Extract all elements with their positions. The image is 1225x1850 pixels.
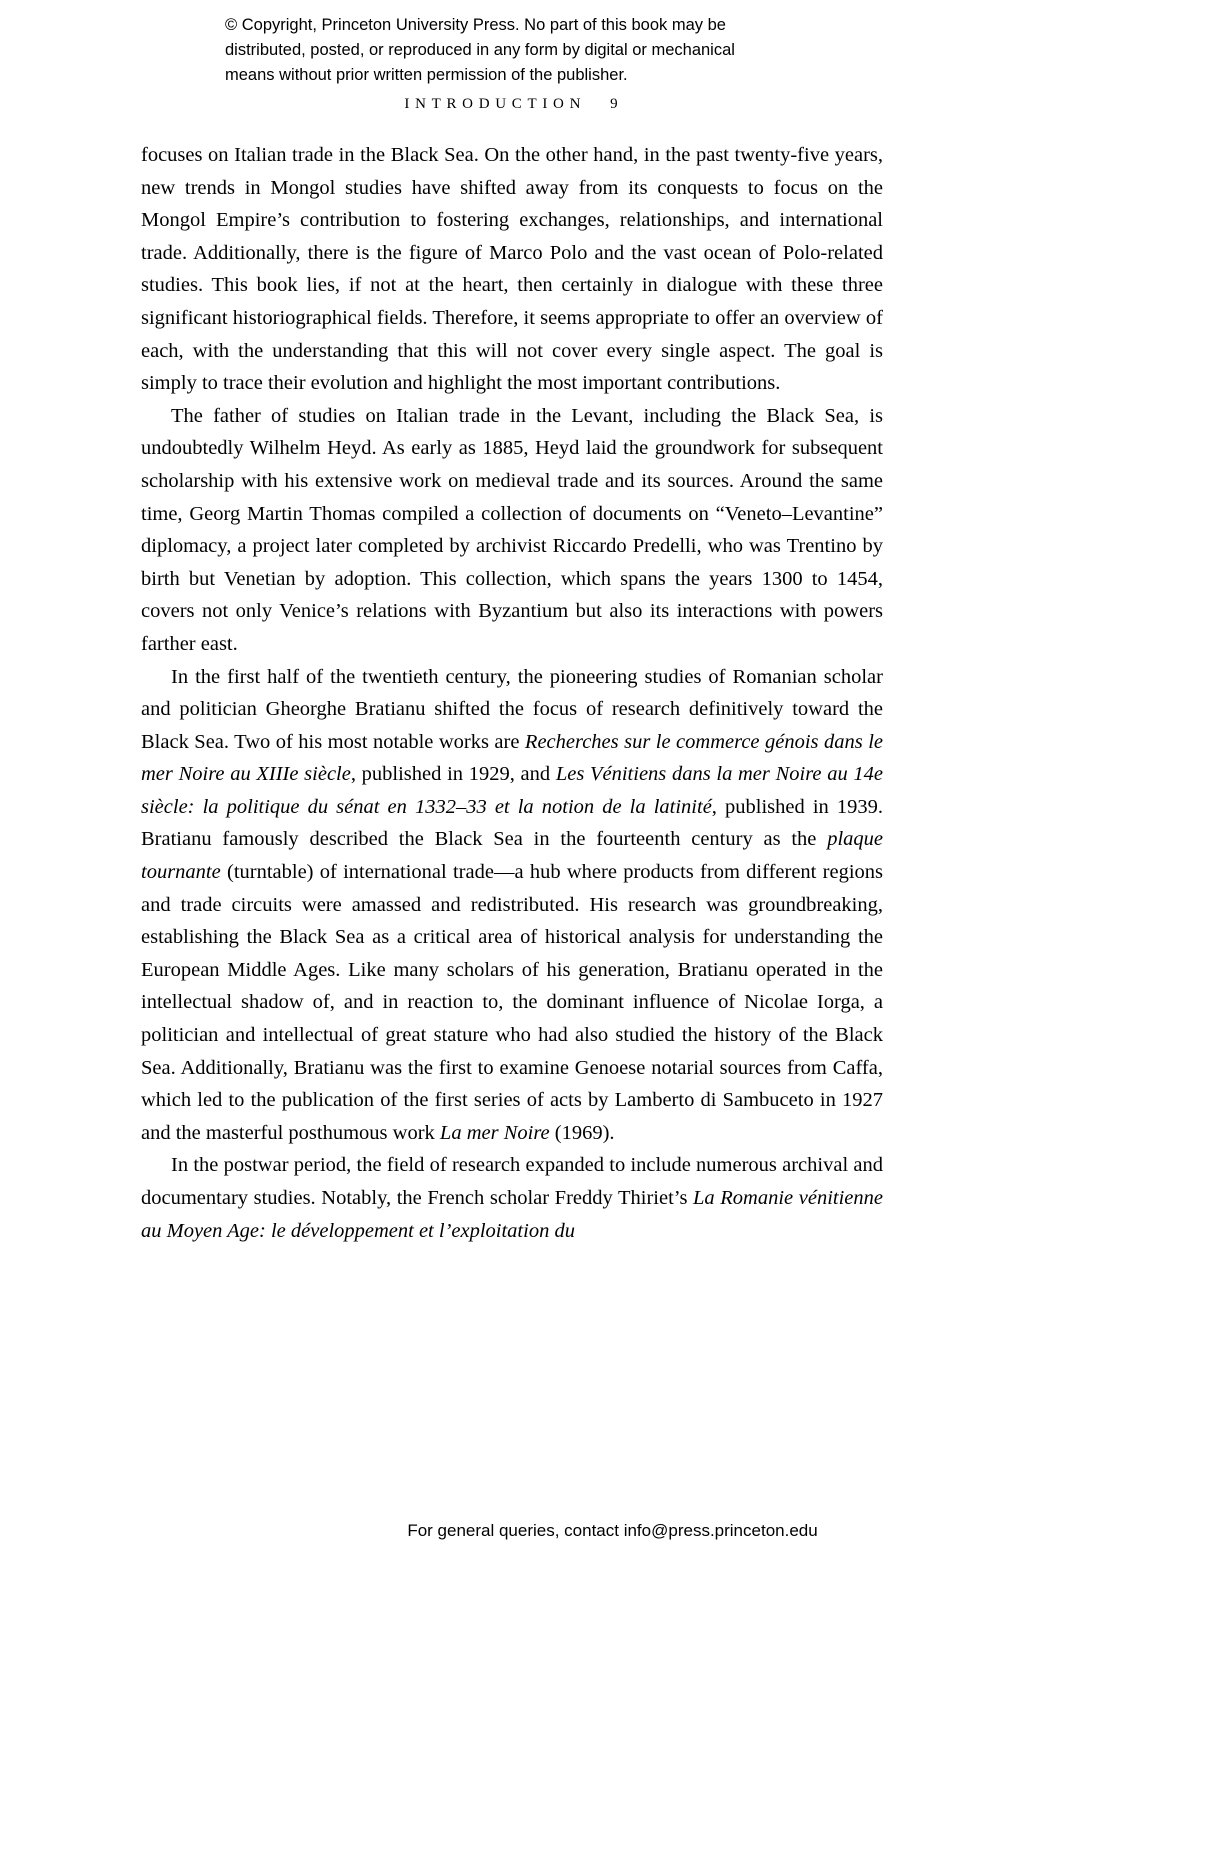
text-run: (turntable) of international trade—a hub where products from different regions and trade circuits were amassed and redistributed. His research was groundbreaking, establishing the Black Sea as a critical area of historical analysis for understanding the European Middle Ages. Like many scholars of his generation, Bratianu operated in the intellectual shadow of, and in reaction to, the dominant influence of Nicolae Iorga, a politician and intellectual of great stature who had also studied the history of the Black Sea. Additionally, Bratianu was the first to examine Genoese notarial sources from Caffa, which led to the publication of the first series of acts by Lamberto di Sambuceto in 1927 and the masterful posthumous work xyxy=(141,861,883,1144)
italic-text-run: La Romanie vénitienne au Moyen Age: le développement et l’exploitation du xyxy=(141,1187,883,1242)
text-run: , published in 1939. Bratianu famously described the Black Sea in the fourteenth century as the xyxy=(141,795,883,851)
text-run: (1969). xyxy=(549,1121,615,1144)
italic-text-run: plaque tournante xyxy=(141,828,883,884)
copyright-line-1: © Copyright, Princeton University Press. No part of this book may be xyxy=(225,16,726,34)
italic-text-run: Recherches sur le commerce génois dans le mer Noire au XIIIe siècle xyxy=(141,730,883,786)
copyright-notice xyxy=(225,13,735,88)
copyright-line-3: means without prior written permission of the publisher. xyxy=(225,66,628,84)
text-run: , published in 1929, and xyxy=(350,763,556,786)
page-number: 9 xyxy=(610,96,618,112)
running-header xyxy=(140,96,882,113)
footer-contact-text: For general queries, contact info@press.princeton.edu xyxy=(407,1521,818,1540)
text-run: The father of studies on Italian trade in the Levant, including the Black Sea, is undoubtedly Wilhelm Heyd. As early as 1885, Heyd laid the groundwork for subsequent scholarship with his extensive work on medieval trade and its sources. Around the same time, Georg Martin Thomas compiled a collection of documents on “Veneto–Levantine” diplomacy, a project later completed by archivist Riccardo Predelli, who was Trentino by birth but Venetian by adoption. This collection, which spans the years 1300 to 1454, covers not only Venice’s relations with Byzantium but also its interactions with powers farther east. xyxy=(141,404,883,655)
italic-text-run: Les Vénitiens dans la mer Noire au 14e siècle: la politique du sénat en 1332–33 et la notion de la latinité xyxy=(141,763,883,818)
paragraph xyxy=(141,661,883,1150)
copyright-line-2: distributed, posted, or reproduced in any form by digital or mechanical xyxy=(225,41,735,59)
body-text xyxy=(141,139,883,1247)
paragraph xyxy=(141,400,883,661)
text-run: In the postwar period, the field of research expanded to include numerous archival and documentary studies. Notably, the French scholar Freddy Thiriet’s xyxy=(141,1154,883,1209)
page-footer xyxy=(0,1521,1225,1541)
paragraph xyxy=(141,1149,883,1247)
text-run: In the first half of the twentieth century, the pioneering studies of Romanian scholar and politician Gheorghe Bratianu shifted the focus of research definitively toward the Black Sea. Two of his most notable works are xyxy=(141,665,883,753)
chapter-title: INTRODUCTION xyxy=(404,96,587,112)
text-run: focuses on Italian trade in the Black Sea. On the other hand, in the past twenty-five years, new trends in Mongol studies have shifted away from its conquests to focus on the Mongol Empire’s contribution to fostering exchanges, relationships, and international trade. Additionally, there is the figure of Marco Polo and the vast ocean of Polo-related studies. This book lies, if not at the heart, then certainly in dialogue with these three significant historiographical fields. Therefore, it seems appropriate to offer an overview of each, with the understanding that this will not cover every single aspect. The goal is simply to trace their evolution and highlight the most important contributions. xyxy=(141,144,883,395)
paragraph xyxy=(141,139,883,400)
italic-text-run: La mer Noire xyxy=(439,1121,550,1144)
